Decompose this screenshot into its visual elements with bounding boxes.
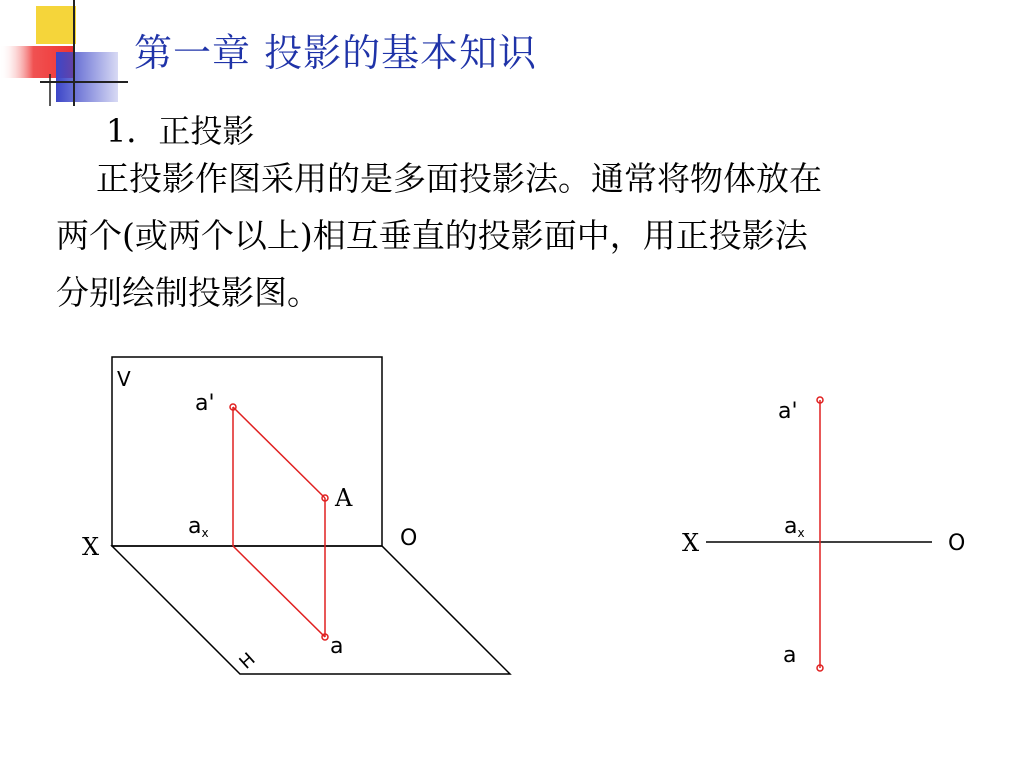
projection-diagrams: [0, 340, 1024, 768]
label-axis-x-2d: X: [682, 529, 700, 557]
plane-h: [112, 546, 510, 674]
label-a-prime-2d: a': [778, 399, 798, 424]
corner-decoration: [0, 0, 130, 110]
label-origin-3d: O: [400, 526, 418, 551]
label-point-A: A: [335, 484, 353, 512]
decor-yellow-square: [36, 6, 76, 44]
paragraph-line-3: 分别绘制投影图。: [56, 273, 320, 312]
decor-blue-block: [56, 52, 118, 102]
paragraph-line-2: 两个(或两个以上)相互垂直的投影面中，用正投影法: [56, 216, 808, 255]
label-a-prime-3d: a': [195, 391, 215, 416]
section-paragraph: [56, 150, 986, 321]
diagram-3d: [82, 357, 510, 674]
label-ax-2d-subscript: x: [797, 526, 805, 540]
label-ax-2d-main: a: [784, 514, 798, 539]
label-a-2d: a: [783, 643, 797, 668]
plane-v: [112, 357, 382, 546]
label-plane-h: H: [235, 648, 260, 674]
section-heading: 1．正投影: [106, 112, 255, 150]
projector-ax-to-a: [233, 546, 325, 637]
label-ax-3d: [188, 514, 209, 540]
label-ax-3d-main: a: [188, 514, 202, 539]
projector-a-prime-to-A: [233, 407, 325, 498]
label-ax-2d: [784, 514, 805, 540]
label-a-3d: a: [330, 634, 344, 659]
label-origin-2d: O: [948, 531, 966, 556]
paragraph-line-1: 正投影作图采用的是多面投影法。通常将物体放在: [96, 159, 822, 198]
diagram-2d: [682, 397, 965, 671]
label-plane-v: V: [117, 367, 131, 391]
label-ax-3d-subscript: x: [201, 526, 209, 540]
label-axis-x-3d: X: [82, 533, 100, 561]
page-title: 第一章 投影的基本知识: [134, 31, 538, 75]
